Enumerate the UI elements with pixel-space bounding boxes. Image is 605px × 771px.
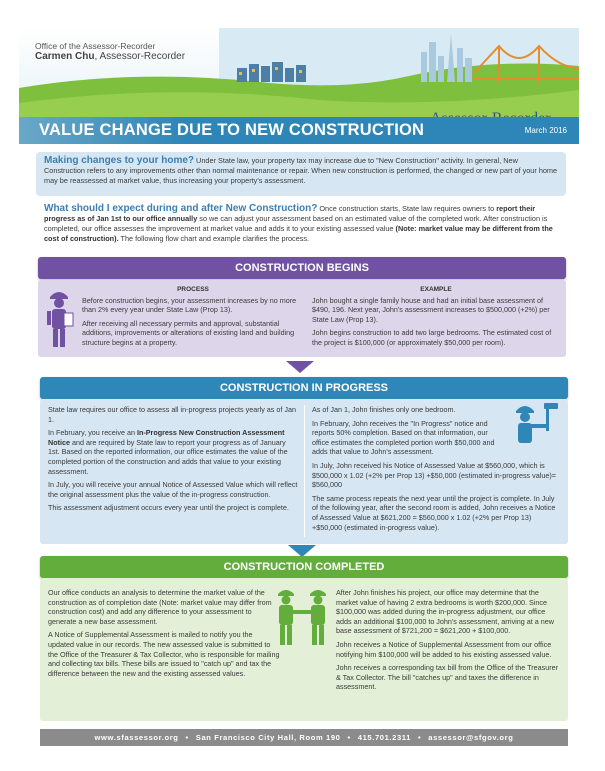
section-panel-progress xyxy=(40,399,568,544)
completed-text: Our office conducts an analysis to determine the market value of the construction as of completion date (Note: market value may differ from construction cost) and add any difference to your assessment to generate a new base assessment. xyxy=(48,588,272,626)
section-banner-begins: CONSTRUCTION BEGINS xyxy=(38,257,566,279)
progress-example-text: The same process repeats the next year until the project is complete. In July of the following year, after the second room is added, John receives a Notice of Assessed Value at $621,200 = $560,000 x 1.02 (+2% per Prop 13) +$50,000 (estimated in-progress value). xyxy=(312,493,556,532)
workers-handshake-icon xyxy=(274,586,332,648)
section-banner-progress: CONSTRUCTION IN PROGRESS xyxy=(40,377,568,399)
intro-bold: report their progress as of Jan 1st to our office annually xyxy=(44,204,536,223)
office-label: Office of the Assessor-Recorder xyxy=(35,41,156,51)
progress-text: In February, you receive an In-Progress New Construction Assessment Notice and are required by State law to report your progress as of January 1st. Based on the reported information, our office estimates the value of the completed portion of the construction and adds that value to your existing assessment. xyxy=(48,428,288,476)
process-column xyxy=(82,285,304,352)
example-text: John begins construction to add two large bedrooms. The estimated cost of the project is $100,000 (or approximately $50,000 per room). xyxy=(312,328,552,347)
section-panel-completed xyxy=(40,578,568,721)
completed-example-text: After John finishes his project, our office may determine that the market value of having 2 extra bedrooms is worth $200,000. Since $100,000 was added during the in-progress adjustment, our office adds an additional $100,000 to John's assessment, arriving at a new base assessment of $721,200 = $621,200 + $100,000. xyxy=(336,588,554,636)
progress-example-text: In July, John received his Notice of Assessed Value at $560,000, which is $500,000 x 1.02 (+2% per Prop 13) +$50,000 (estimated in-progress value)= $560,000 xyxy=(312,460,556,490)
progress-text: In July, you will receive your annual Notice of Assessed Value which will reflect the original assessment plus the value of the in-progress construction. xyxy=(48,480,298,499)
intro-text: The following flow chart and example clarifies the process. xyxy=(118,234,310,243)
example-heading: EXAMPLE xyxy=(420,286,452,293)
completed-text: A Notice of Supplemental Assessment is mailed to notify you the updated value in our records. The new assessed value is submitted to the Office of the Treasurer & Tax Collector, who is responsible for mailing and collecting tax bills. These bills are issued to "catch up" and tax the difference between the new and the existing assessed values. xyxy=(48,630,280,678)
process-text: After receiving all necessary permits and approval, substantial additions, improvements or alterations of existing land and building structure begins at a property. xyxy=(82,318,295,347)
page-title: VALUE CHANGE DUE TO NEW CONSTRUCTION xyxy=(39,121,425,139)
completed-example-text: John receives a Notice of Supplemental Assessment from our office notifying him $100,000 will be added to his existing assessed value. xyxy=(336,639,552,659)
completed-example-text: John receives a corresponding tax bill from the Office of the Treasurer & Tax Collector. The bill "catches up" and taxes the difference in assessment. xyxy=(336,663,558,692)
intro-paragraph xyxy=(36,204,566,244)
address-text: San Francisco City Hall, Room 190 xyxy=(195,733,341,742)
process-text: Before construction begins, your assessment increases by no more than 2% every year under State Law (Prop 13). xyxy=(82,295,297,315)
progress-example-text: In February, John receives the "In Progress" notice and reports 50% completion. Based on that information, our office estimates the completed portion worth $50,000 and adds that value to John's assessment. xyxy=(312,418,495,457)
section-banner-completed: CONSTRUCTION COMPLETED xyxy=(40,556,568,578)
worker-with-plans-icon xyxy=(44,287,74,349)
footer-bar: www.sfassessor.org • San Francisco City Hall, Room 190 • 415.701.2311 • assessor@sfgov.org xyxy=(40,729,568,746)
intro-answer-1: Under State law, your property tax may increase due to "New Construction" activity. In general, New Construction refers to any improvements other than normal maintenance or repair. When new construction is performed, the changed or new part of your home may be reassessed at market value, thus increasing your property's assessment. xyxy=(44,156,558,185)
intro-bold: (Note: market value may be different from the cost of construction). xyxy=(44,224,553,243)
example-column xyxy=(312,285,560,352)
progress-example-text: As of Jan 1, John finishes only one bedroom. xyxy=(312,405,456,414)
worker-with-hammer-icon xyxy=(510,399,566,449)
intro-text: so we can adjust your assessment based on an estimated value of the completed work. After construction is completed, our office assesses the improvement at market value and adds it to your existing assessed value xyxy=(44,214,548,233)
intro-box xyxy=(36,152,566,196)
column-divider xyxy=(304,405,305,537)
flow-arrow-1 xyxy=(286,361,314,373)
phone-number: 415.701.2311 xyxy=(357,733,411,742)
progress-text: State law requires our office to assess all in-progress projects yearly as of Jan 1. xyxy=(48,405,296,424)
example-text: John bought a single family house and had an initial base assessment of $490, 196. Next year, John's assessment increases to $500,000 (+2%) per State Law (Prop 13). xyxy=(312,295,550,324)
intro-question-2: What should I expect during and after New Construction? xyxy=(44,203,318,214)
intro-question-1: Making changes to your home? xyxy=(44,155,195,166)
publication-date: March 2016 xyxy=(524,126,567,135)
assessor-name: Carmen Chu, Assessor-Recorder xyxy=(35,51,186,62)
completed-left-column xyxy=(48,588,280,682)
title-bar xyxy=(19,117,579,144)
progress-text: This assessment adjustment occurs every year until the project is complete. xyxy=(48,503,289,513)
progress-left-column xyxy=(48,405,298,517)
email-link[interactable]: assessor@sfgov.org xyxy=(428,733,514,742)
process-heading: PROCESS xyxy=(177,286,209,293)
completed-right-column xyxy=(336,588,562,696)
website-link[interactable]: www.sfassessor.org xyxy=(94,733,179,742)
section-panel-begins xyxy=(38,280,566,357)
intro-text: Once construction starts, State law requires owners to xyxy=(317,204,497,213)
